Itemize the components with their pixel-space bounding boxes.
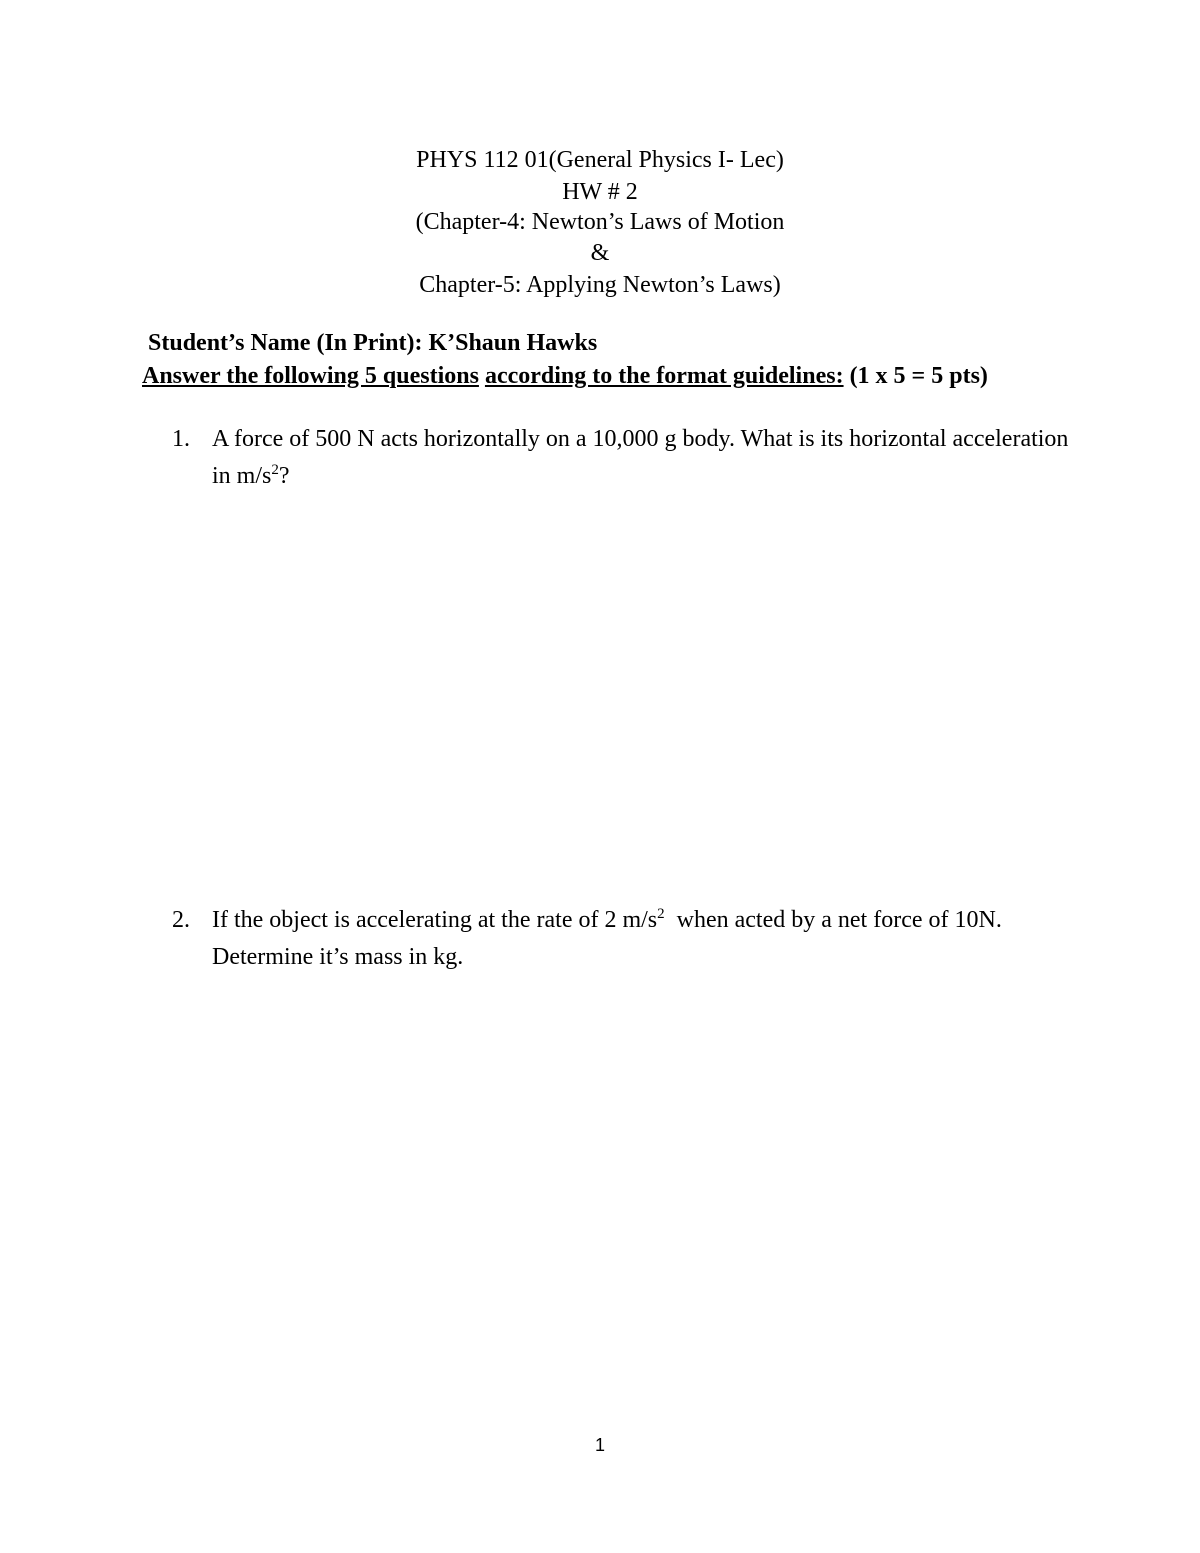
student-name-line [148, 327, 597, 359]
question-1 [172, 421, 1072, 495]
instructions-guidelines: according to the format guidelines: [484, 363, 844, 389]
superscript: 2 [657, 906, 665, 922]
course-title: PHYS 112 01(General Physics I- Lec) [416, 147, 784, 173]
question-text-main: If the object is accelerating at the rate of 2 m/s [212, 907, 658, 933]
instructions-points: (1 x 5 = 5 pts) [843, 363, 988, 389]
question-text [212, 421, 1072, 495]
student-name-label: Student’s Name (In Print): [148, 330, 429, 356]
superscript: 2 [271, 462, 279, 478]
homework-number: HW # 2 [562, 179, 638, 205]
question-text-end: when acted by a net force of 10N. Determine it’s mass in kg. [212, 907, 1008, 970]
question-text-end: ? [278, 463, 290, 489]
question-2 [172, 902, 1072, 976]
question-text-main: A force of 500 N acts horizontally on a 10,000 g body. What is its horizontal acceleration in m/s [212, 426, 1069, 489]
question-text [212, 902, 1072, 976]
chapter-4-title: (Chapter-4: Newton’s Laws of Motion [415, 209, 785, 235]
question-number: 2. [172, 907, 190, 933]
instructions [142, 360, 1072, 392]
ampersand: & [590, 240, 610, 266]
page-number: 1 [594, 1435, 605, 1455]
instructions-count: Answer the following 5 questions [142, 363, 479, 389]
question-number: 1. [172, 426, 190, 452]
chapter-5-title: Chapter-5: Applying Newton’s Laws) [419, 272, 781, 298]
student-name-value: K’Shaun Hawks [428, 330, 598, 356]
